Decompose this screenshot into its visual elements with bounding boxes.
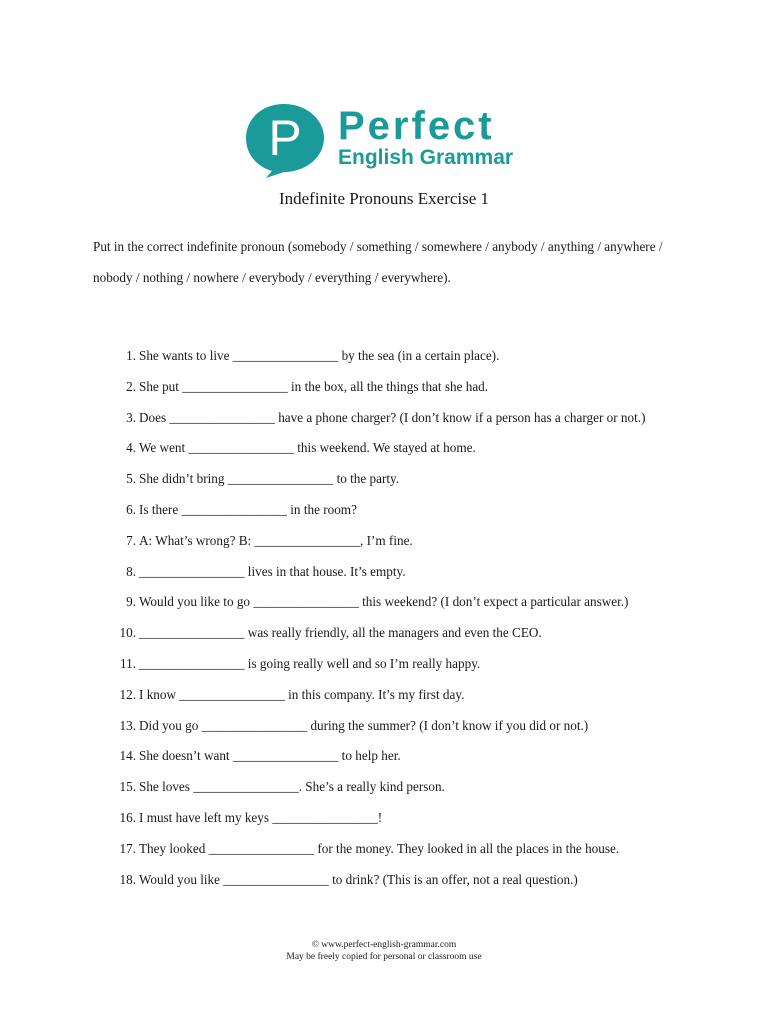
logo [244,102,534,178]
item-text: She doesn’t want ________________ to help her. [139,748,401,764]
exercise-item [110,741,700,772]
exercise-item [110,649,700,680]
item-number: 14. [119,748,136,764]
item-number: 1. [126,348,136,363]
logo-word-english-grammar: English Grammar [338,146,514,169]
exercise-item [110,680,700,711]
exercise-item [110,403,700,434]
item-text: We went ________________ this weekend. We stayed at home. [139,440,476,456]
item-number: 15. [119,779,136,795]
item-text: I know ________________ in this company. It’s my first day. [139,686,465,702]
item-number: 16. [119,809,136,825]
footer [0,939,768,963]
item-number: 11. [120,655,136,671]
item-number: 7. [126,532,136,548]
item-number: 4. [126,440,136,456]
item-text: ________________ is going really well and so I’m really happy. [139,655,481,671]
item-text: A: What’s wrong? B: ________________, I’m fine. [139,532,413,548]
item-number: 17. [119,840,136,856]
item-text: They looked ________________ for the money. They looked in all the places in the house. [139,840,620,856]
item-number: 18. [119,871,136,887]
item-number: 10. [119,625,136,641]
page-title: Indefinite Pronouns Exercise 1 [278,189,490,208]
exercise-item [110,526,700,557]
exercise-list [110,341,700,895]
item-text: Is there ________________ in the room? [139,501,357,517]
item-number: 6. [126,501,136,517]
exercise-item [110,433,700,464]
footer-license: May be freely copied for personal or classroom use [286,952,482,962]
speech-bubble-icon [244,102,328,178]
item-number: 8. [126,563,136,579]
item-text: ________________ lives in that house. It’s empty. [139,563,406,579]
exercise-item [110,495,700,526]
exercise-item [110,865,700,896]
item-text: I must have left my keys ________________! [139,809,383,825]
exercise-item [110,618,700,649]
exercise-item [110,587,700,618]
footer-copyright: © www.perfect-english-grammar.com [311,940,457,950]
item-text: She wants to live ________________ by the sea (in a certain place). [139,348,500,363]
exercise-item [110,834,700,865]
exercise-item [110,341,700,372]
item-text: Does ________________ have a phone charger? (I don’t know if a person has a charger or not.) [139,409,646,425]
exercise-item [110,711,700,742]
item-text: She didn’t bring ________________ to the party. [139,471,400,487]
item-text: She put ________________ in the box, all the things that she had. [139,378,489,394]
item-number: 5. [126,471,136,487]
exercise-item [110,464,700,495]
item-number: 13. [119,717,136,733]
exercise-item [110,803,700,834]
item-text: Would you like ________________ to drink? (This is an offer, not a real question.) [139,871,578,887]
item-number: 2. [126,378,136,394]
item-text: She loves ________________. She’s a really kind person. [139,779,445,795]
item-text: Did you go ________________ during the summer? (I don’t know if you did or not.) [139,717,589,733]
instructions: Put in the correct indefinite pronoun (somebody / something / somewhere / anybody / anything / anywhere / nobody / nothing / nowhere / everybody / everything / everywhere). [93,239,663,285]
item-text: Would you like to go ________________ this weekend? (I don’t expect a particular answer.) [139,594,629,610]
logo-word-perfect: Perfect [338,104,495,148]
exercise-item [110,772,700,803]
exercise-item [110,557,700,588]
exercise-item [110,372,700,403]
logo-letter: P [268,110,302,166]
item-number: 12. [119,686,136,702]
item-number: 3. [126,409,136,425]
item-number: 9. [126,594,136,610]
item-text: ________________ was really friendly, all the managers and even the CEO. [139,625,542,641]
